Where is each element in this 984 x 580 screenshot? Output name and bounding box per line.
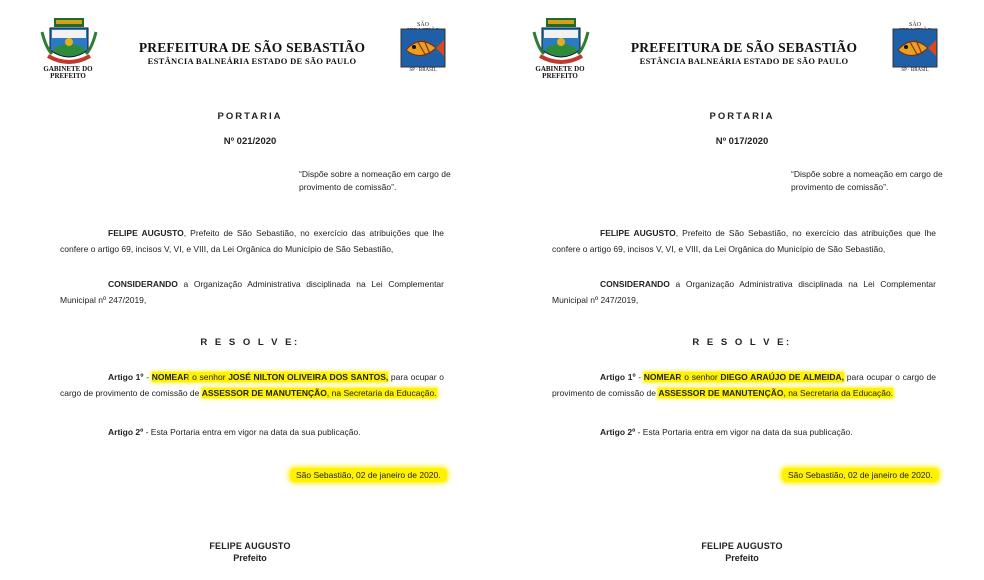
considering-text: a Organização Administrativa disciplinada na Lei Complementar Municipal nº 247/2019, — [552, 279, 936, 305]
considering-label: CONSIDERANDO — [108, 279, 178, 289]
municipal-coat-of-arms-icon — [532, 18, 590, 66]
article-1-paragraph — [552, 369, 936, 401]
article-1-dash: - — [635, 372, 644, 382]
signatory-name: FELIPE AUGUSTO — [209, 541, 291, 551]
position-title: ASSESSOR DE MANUTENÇÃO, — [201, 388, 330, 398]
emblem-caption-bottom: SP · BRASIL — [409, 68, 437, 73]
article-1-dash: - — [143, 372, 152, 382]
article-2-label: Artigo 2º — [600, 427, 636, 437]
secretariat-text: na Secretaria da Educação. — [329, 388, 437, 398]
article-2-text: - Esta Portaria entra em vigor na data da sua publicação. — [635, 427, 853, 437]
article-2-paragraph — [552, 424, 936, 440]
appointment-verb: NOMEAR — [151, 372, 190, 382]
ementa-summary: “Dispõe sobre a nomeação em cargo de provimento de comissão”. — [791, 169, 943, 192]
fish-emblem-icon — [892, 28, 938, 68]
preamble-paragraph — [552, 225, 936, 257]
document-number: Nº 017/2020 — [715, 136, 769, 147]
mayor-name: FELIPE AUGUSTO — [600, 228, 676, 238]
ementa-summary: “Dispõe sobre a nomeação em cargo de provimento de comissão”. — [299, 169, 451, 192]
resolve-heading: R E S O L V E: — [692, 337, 792, 348]
article-2-paragraph — [60, 424, 444, 440]
emblem-caption-bottom: SP · BRASIL — [901, 68, 929, 73]
signatory-role: Prefeito — [725, 553, 759, 563]
signatory-name: FELIPE AUGUSTO — [701, 541, 783, 551]
date-line: São Sebastião, 02 de janeiro de 2020. — [290, 468, 447, 482]
municipal-coat-of-arms-icon — [40, 18, 98, 66]
crest-caption: GABINETE DO PREFEITO — [43, 65, 93, 80]
letterhead-title: PREFEITURA DE SÃO SEBASTIÃO — [630, 40, 858, 55]
appointee-name: DIEGO ARAÚJO DE ALMEIDA, — [720, 372, 845, 382]
portaria-document-017 — [492, 0, 984, 580]
document-type-heading: PORTARIA — [217, 111, 283, 122]
article-1-mid: para ocupar o cargo de provimento de comissão de — [552, 372, 936, 398]
document-type-heading: PORTARIA — [709, 111, 775, 122]
letterhead — [34, 14, 464, 86]
emblem-caption-top: SÃO — [908, 22, 921, 28]
document-number: Nº 021/2020 — [223, 136, 277, 147]
secretariat-text: na Secretaria da Educação. — [785, 388, 894, 398]
letterhead-subtitle: ESTÂNCIA BALNEÁRIA ESTADO DE SÃO PAULO — [639, 56, 849, 66]
fish-emblem-icon — [400, 28, 446, 68]
considering-text: a Organização Administrativa disciplinada na Lei Complementar Municipal nº 247/2019, — [60, 279, 444, 305]
article-2-label: Artigo 2º — [108, 427, 144, 437]
article-1-mid: para ocupar o cargo de provimento de comissão de — [60, 372, 444, 398]
article-1-label: Artigo 1º — [108, 372, 144, 382]
appointee-name: JOSÉ NILTON OLIVEIRA DOS SANTOS, — [228, 372, 389, 382]
preamble-text: , Prefeito de São Sebastião, no exercício das atribuições que lhe confere o artigo 69, incisos V, VI, e VIII, da Lei Orgânica do Município de São Sebastião, — [552, 228, 936, 254]
position-title: ASSESSOR DE MANUTENÇÃO, — [658, 388, 786, 398]
crest-caption: GABINETE DO PREFEITO — [535, 65, 585, 80]
article-1-label: Artigo 1º — [600, 372, 636, 382]
mayor-name: FELIPE AUGUSTO — [108, 228, 184, 238]
preamble-paragraph — [60, 225, 444, 257]
emblem-caption-top: SÃO — [416, 22, 429, 28]
appointment-verb: NOMEAR — [643, 372, 682, 382]
considering-paragraph — [60, 276, 444, 308]
signatory-role: Prefeito — [233, 553, 267, 563]
article-2-text: - Esta Portaria entra em vigor na data da sua publicação. — [143, 427, 361, 437]
resolve-heading: R E S O L V E: — [200, 337, 300, 348]
date-line: São Sebastião, 02 de janeiro de 2020. — [782, 468, 939, 482]
article-1-pre-name: o senhor — [189, 372, 229, 382]
considering-paragraph — [552, 276, 936, 308]
article-1-pre-name: o senhor — [681, 372, 721, 382]
considering-label: CONSIDERANDO — [600, 279, 670, 289]
preamble-text: , Prefeito de São Sebastião, no exercício das atribuições que lhe confere o artigo 69, incisos V, VI, e VIII, da Lei Orgânica do Município de São Sebastião, — [60, 228, 444, 254]
letterhead — [526, 14, 956, 86]
article-1-paragraph — [60, 369, 444, 401]
letterhead-title: PREFEITURA DE SÃO SEBASTIÃO — [138, 40, 366, 55]
letterhead-subtitle: ESTÂNCIA BALNEÁRIA ESTADO DE SÃO PAULO — [147, 56, 357, 66]
